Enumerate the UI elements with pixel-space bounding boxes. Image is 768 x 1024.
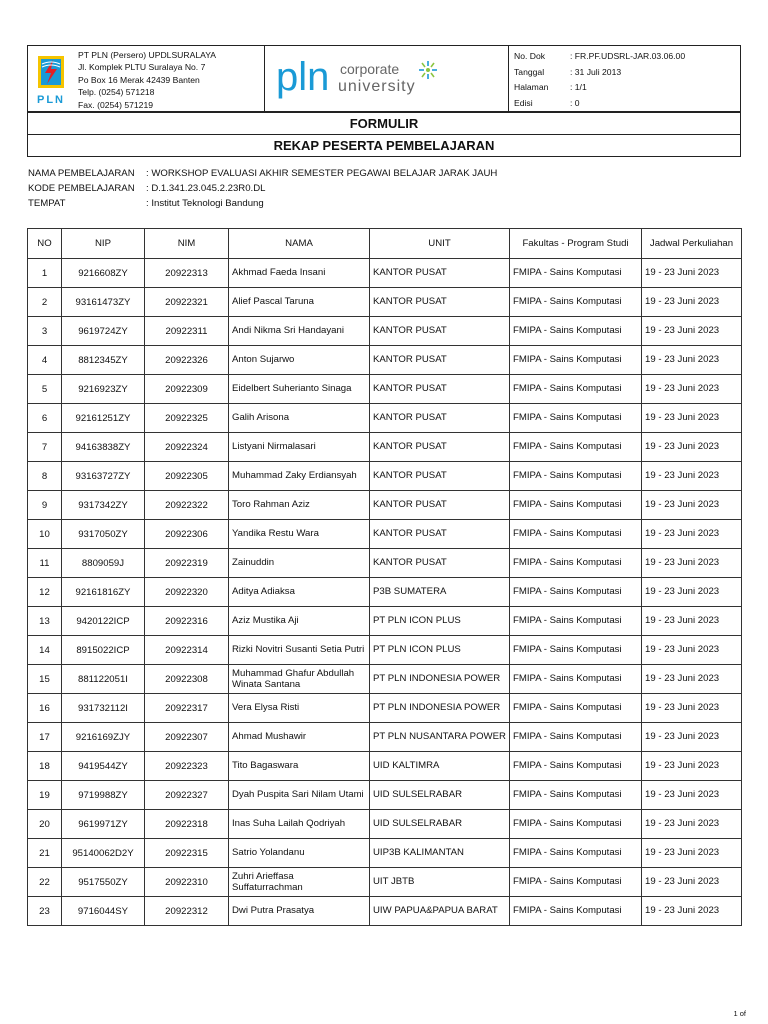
table-cell: KANTOR PUSAT (370, 433, 510, 462)
table-cell: 20922308 (145, 665, 229, 694)
table-row (28, 520, 742, 549)
table-cell: FMIPA - Sains Komputasi (510, 288, 642, 317)
table-cell: 20922313 (145, 259, 229, 288)
table-cell: 20922309 (145, 375, 229, 404)
table-row (28, 346, 742, 375)
pln-corporate-university-logo (276, 52, 496, 107)
table-cell: 19 - 23 Juni 2023 (642, 259, 742, 288)
table-cell: PT PLN INDONESIA POWER (370, 694, 510, 723)
table-cell: Vera Elysa Risti (229, 694, 370, 723)
table-cell: UIP3B KALIMANTAN (370, 839, 510, 868)
table-cell: 19 - 23 Juni 2023 (642, 723, 742, 752)
table-row (28, 491, 742, 520)
table-row (28, 549, 742, 578)
table-cell: 20922316 (145, 607, 229, 636)
table-cell: 95140062D2Y (62, 839, 145, 868)
table-cell: FMIPA - Sains Komputasi (510, 810, 642, 839)
table-cell: 94163838ZY (62, 433, 145, 462)
table-cell: P3B SUMATERA (370, 578, 510, 607)
company-phone: Telp. (0254) 571218 (78, 87, 155, 98)
table-cell: PT PLN ICON PLUS (370, 607, 510, 636)
brand-sub1-text: corporate (340, 61, 400, 77)
meta-value: : 1/1 (570, 82, 587, 92)
info-key: TEMPAT (28, 198, 66, 209)
table-cell: Rizki Novitri Susanti Setia Putri (229, 636, 370, 665)
table-cell: Anton Sujarwo (229, 346, 370, 375)
form-title-block (27, 112, 741, 157)
table-cell: FMIPA - Sains Komputasi (510, 665, 642, 694)
table-cell: UIT JBTB (370, 868, 510, 897)
table-cell: 12 (28, 578, 62, 607)
table-cell: 13 (28, 607, 62, 636)
table-cell: FMIPA - Sains Komputasi (510, 752, 642, 781)
table-row (28, 868, 742, 897)
table-cell: KANTOR PUSAT (370, 520, 510, 549)
meta-value: : 31 Juli 2013 (570, 66, 622, 77)
table-cell: 21 (28, 839, 62, 868)
table-cell: FMIPA - Sains Komputasi (510, 317, 642, 346)
table-row (28, 781, 742, 810)
table-cell: 20922327 (145, 781, 229, 810)
table-cell: KANTOR PUSAT (370, 346, 510, 375)
table-cell: Aditya Adiaksa (229, 578, 370, 607)
table-cell: FMIPA - Sains Komputasi (510, 346, 642, 375)
table-cell: FMIPA - Sains Komputasi (510, 462, 642, 491)
table-cell: 19 - 23 Juni 2023 (642, 868, 742, 897)
table-cell: Zainuddin (229, 549, 370, 578)
table-cell: 9619724ZY (62, 317, 145, 346)
table-cell: Ahmad Mushawir (229, 723, 370, 752)
table-row (28, 317, 742, 346)
table-cell: 20922318 (145, 810, 229, 839)
table-cell: FMIPA - Sains Komputasi (510, 897, 642, 926)
table-cell: Inas Suha Lailah Qodriyah (229, 810, 370, 839)
table-cell: 93161473ZY (62, 288, 145, 317)
table-cell: 20922311 (145, 317, 229, 346)
table-cell: 19 - 23 Juni 2023 (642, 665, 742, 694)
meta-value: : 0 (570, 97, 580, 108)
table-row (28, 259, 742, 288)
table-cell: UID KALTIMRA (370, 752, 510, 781)
table-cell: 9420122ICP (62, 607, 145, 636)
table-cell: 1 (28, 259, 62, 288)
table-cell: 16 (28, 694, 62, 723)
table-cell: 3 (28, 317, 62, 346)
table-cell: 5 (28, 375, 62, 404)
table-row (28, 752, 742, 781)
table-cell: FMIPA - Sains Komputasi (510, 578, 642, 607)
table-row (28, 839, 742, 868)
table-cell: 19 (28, 781, 62, 810)
table-cell: 9 (28, 491, 62, 520)
table-cell: KANTOR PUSAT (370, 259, 510, 288)
table-body (28, 259, 742, 926)
table-row (28, 723, 742, 752)
table-cell: PT PLN NUSANTARA POWER (370, 723, 510, 752)
info-key: KODE PEMBELAJARAN (28, 183, 135, 194)
table-cell: 9719988ZY (62, 781, 145, 810)
table-row (28, 897, 742, 926)
info-value: : WORKSHOP EVALUASI AKHIR SEMESTER PEGAWAI BELAJAR JARAK JAUH (146, 168, 498, 179)
table-cell: 20922306 (145, 520, 229, 549)
column-header: NIP (62, 229, 145, 259)
meta-key: No. Dok (514, 51, 546, 61)
table-cell: 19 - 23 Juni 2023 (642, 839, 742, 868)
table-cell: 20922323 (145, 752, 229, 781)
table-cell: 19 - 23 Juni 2023 (642, 636, 742, 665)
table-cell: KANTOR PUSAT (370, 404, 510, 433)
table-cell: 20922310 (145, 868, 229, 897)
table-cell: KANTOR PUSAT (370, 462, 510, 491)
table-cell: Eidelbert Suherianto Sinaga (229, 375, 370, 404)
table-row (28, 694, 742, 723)
column-header: NIM (145, 229, 229, 259)
table-cell: FMIPA - Sains Komputasi (510, 781, 642, 810)
info-value: : Institut Teknologi Bandung (146, 198, 264, 209)
column-header: NAMA (229, 229, 370, 259)
table-row (28, 375, 742, 404)
table-cell: 9716044SY (62, 897, 145, 926)
table-cell: 19 - 23 Juni 2023 (642, 491, 742, 520)
table-cell: 4 (28, 346, 62, 375)
table-cell: Galih Arisona (229, 404, 370, 433)
table-cell: 20922321 (145, 288, 229, 317)
meta-key: Tanggal (514, 66, 545, 77)
table-cell: 19 - 23 Juni 2023 (642, 694, 742, 723)
column-header: Jadwal Perkuliahan (642, 229, 742, 259)
column-header: UNIT (370, 229, 510, 259)
table-cell: Toro Rahman Aziz (229, 491, 370, 520)
table-cell: FMIPA - Sains Komputasi (510, 723, 642, 752)
table-row (28, 404, 742, 433)
table-cell: 92161251ZY (62, 404, 145, 433)
table-cell: 9419544ZY (62, 752, 145, 781)
table-cell: 9317050ZY (62, 520, 145, 549)
table-row (28, 810, 742, 839)
table-cell: 931732112I (62, 694, 145, 723)
table-row (28, 636, 742, 665)
table-cell: 8809059J (62, 549, 145, 578)
table-cell: 9216923ZY (62, 375, 145, 404)
table-cell: FMIPA - Sains Komputasi (510, 259, 642, 288)
table-cell: 15 (28, 665, 62, 694)
table-cell: 20922307 (145, 723, 229, 752)
table-cell: 20922315 (145, 839, 229, 868)
table-cell: 20922325 (145, 404, 229, 433)
company-pobox: Po Box 16 Merak 42439 Banten (78, 74, 200, 85)
table-cell: 19 - 23 Juni 2023 (642, 549, 742, 578)
table-cell: 19 - 23 Juni 2023 (642, 607, 742, 636)
table-cell: 14 (28, 636, 62, 665)
table-cell: 6 (28, 404, 62, 433)
table-cell: Zuhri Arieffasa Suffaturrachman (229, 868, 370, 897)
participants-table (27, 228, 742, 926)
brand-sub2-text: university (338, 78, 416, 95)
sunburst-icon (419, 61, 437, 79)
table-cell: FMIPA - Sains Komputasi (510, 839, 642, 868)
table-cell: FMIPA - Sains Komputasi (510, 491, 642, 520)
table-cell: 20922317 (145, 694, 229, 723)
table-cell: 19 - 23 Juni 2023 (642, 462, 742, 491)
info-value: : D.1.341.23.045.2.23R0.DL (146, 183, 266, 194)
table-cell: FMIPA - Sains Komputasi (510, 433, 642, 462)
table-cell: KANTOR PUSAT (370, 288, 510, 317)
table-cell: 8 (28, 462, 62, 491)
pln-logo-icon (32, 52, 72, 108)
table-cell: 19 - 23 Juni 2023 (642, 375, 742, 404)
table-cell: 19 - 23 Juni 2023 (642, 897, 742, 926)
company-street: Jl. Komplek PLTU Suralaya No. 7 (78, 62, 206, 73)
table-cell: 7 (28, 433, 62, 462)
pln-logo-cell (28, 46, 77, 111)
table-cell: 20922319 (145, 549, 229, 578)
learning-info (28, 166, 497, 211)
table-row (28, 578, 742, 607)
table-cell: FMIPA - Sains Komputasi (510, 375, 642, 404)
table-cell: 9216608ZY (62, 259, 145, 288)
table-cell: 17 (28, 723, 62, 752)
company-fax: Fax. (0254) 571219 (78, 99, 154, 110)
table-cell: 19 - 23 Juni 2023 (642, 404, 742, 433)
form-title: FORMULIR (28, 112, 740, 134)
column-header: Fakultas - Program Studi (510, 229, 642, 259)
table-cell: Dwi Putra Prasatya (229, 897, 370, 926)
table-cell: FMIPA - Sains Komputasi (510, 549, 642, 578)
table-cell: 11 (28, 549, 62, 578)
table-cell: 9619971ZY (62, 810, 145, 839)
company-name: PT PLN (Persero) UPDLSURALAYA (78, 50, 217, 60)
table-row (28, 462, 742, 491)
table-row (28, 607, 742, 636)
meta-key: Halaman (514, 82, 549, 92)
table-cell: 20922312 (145, 897, 229, 926)
table-cell: 19 - 23 Juni 2023 (642, 520, 742, 549)
table-cell: 9517550ZY (62, 868, 145, 897)
table-cell: UID SULSELRABAR (370, 781, 510, 810)
table-cell: 20922322 (145, 491, 229, 520)
table-cell: FMIPA - Sains Komputasi (510, 868, 642, 897)
table-cell: 18 (28, 752, 62, 781)
table-row (28, 288, 742, 317)
table-cell: 20 (28, 810, 62, 839)
table-cell: 19 - 23 Juni 2023 (642, 752, 742, 781)
table-cell: 9216169ZJY (62, 723, 145, 752)
table-cell: Andi Nikma Sri Handayani (229, 317, 370, 346)
table-cell: Tito Bagaswara (229, 752, 370, 781)
table-cell: 20922314 (145, 636, 229, 665)
table-cell: 19 - 23 Juni 2023 (642, 346, 742, 375)
meta-value: : FR.PF.UDSRL-JAR.03.06.00 (570, 51, 686, 61)
table-cell: 20922326 (145, 346, 229, 375)
table-cell: 19 - 23 Juni 2023 (642, 781, 742, 810)
table-cell: UIW PAPUA&PAPUA BARAT (370, 897, 510, 926)
table-cell: 19 - 23 Juni 2023 (642, 433, 742, 462)
form-subtitle: REKAP PESERTA PEMBELAJARAN (28, 134, 740, 156)
table-cell: UID SULSELRABAR (370, 810, 510, 839)
table-cell: 19 - 23 Juni 2023 (642, 578, 742, 607)
table-cell: PT PLN ICON PLUS (370, 636, 510, 665)
table-cell: KANTOR PUSAT (370, 317, 510, 346)
table-cell: 10 (28, 520, 62, 549)
table-cell: FMIPA - Sains Komputasi (510, 520, 642, 549)
table-cell: Listyani Nirmalasari (229, 433, 370, 462)
column-header: NO (28, 229, 62, 259)
table-cell: 19 - 23 Juni 2023 (642, 288, 742, 317)
table-cell: 92161816ZY (62, 578, 145, 607)
table-cell: 9317342ZY (62, 491, 145, 520)
table-cell: 2 (28, 288, 62, 317)
table-cell: Satrio Yolandanu (229, 839, 370, 868)
table-cell: PT PLN INDONESIA POWER (370, 665, 510, 694)
table-row (28, 433, 742, 462)
table-cell: 19 - 23 Juni 2023 (642, 810, 742, 839)
table-cell: 20922324 (145, 433, 229, 462)
table-cell: Dyah Puspita Sari Nilam Utami (229, 781, 370, 810)
table-cell: 20922320 (145, 578, 229, 607)
table-cell: 19 - 23 Juni 2023 (642, 317, 742, 346)
table-cell: 23 (28, 897, 62, 926)
document-header (27, 45, 741, 112)
table-cell: 93163727ZY (62, 462, 145, 491)
table-cell: 8812345ZY (62, 346, 145, 375)
info-key: NAMA PEMBELAJARAN (28, 168, 135, 179)
table-cell: FMIPA - Sains Komputasi (510, 404, 642, 433)
table-cell: FMIPA - Sains Komputasi (510, 636, 642, 665)
table-row (28, 665, 742, 694)
table-cell: Aziz Mustika Aji (229, 607, 370, 636)
table-cell: Muhammad Zaky Erdiansyah (229, 462, 370, 491)
table-cell: FMIPA - Sains Komputasi (510, 607, 642, 636)
document-meta (514, 49, 739, 111)
page-number: 1 of (733, 1009, 746, 1018)
table-cell: 881122051I (62, 665, 145, 694)
company-address (78, 49, 278, 111)
table-cell: 22 (28, 868, 62, 897)
table-cell: FMIPA - Sains Komputasi (510, 694, 642, 723)
pln-logo-text: PLN (37, 94, 65, 106)
table-cell: KANTOR PUSAT (370, 491, 510, 520)
meta-key: Edisi (514, 97, 533, 108)
table-cell: 20922305 (145, 462, 229, 491)
brand-main-text: pln (276, 55, 330, 99)
table-cell: Muhammad Ghafur Abdullah Winata Santana (229, 665, 370, 694)
table-header-row (28, 229, 742, 259)
table-cell: Akhmad Faeda Insani (229, 259, 370, 288)
table-cell: KANTOR PUSAT (370, 549, 510, 578)
table-cell: Alief Pascal Taruna (229, 288, 370, 317)
table-cell: 8915022ICP (62, 636, 145, 665)
table-cell: KANTOR PUSAT (370, 375, 510, 404)
table-cell: Yandika Restu Wara (229, 520, 370, 549)
